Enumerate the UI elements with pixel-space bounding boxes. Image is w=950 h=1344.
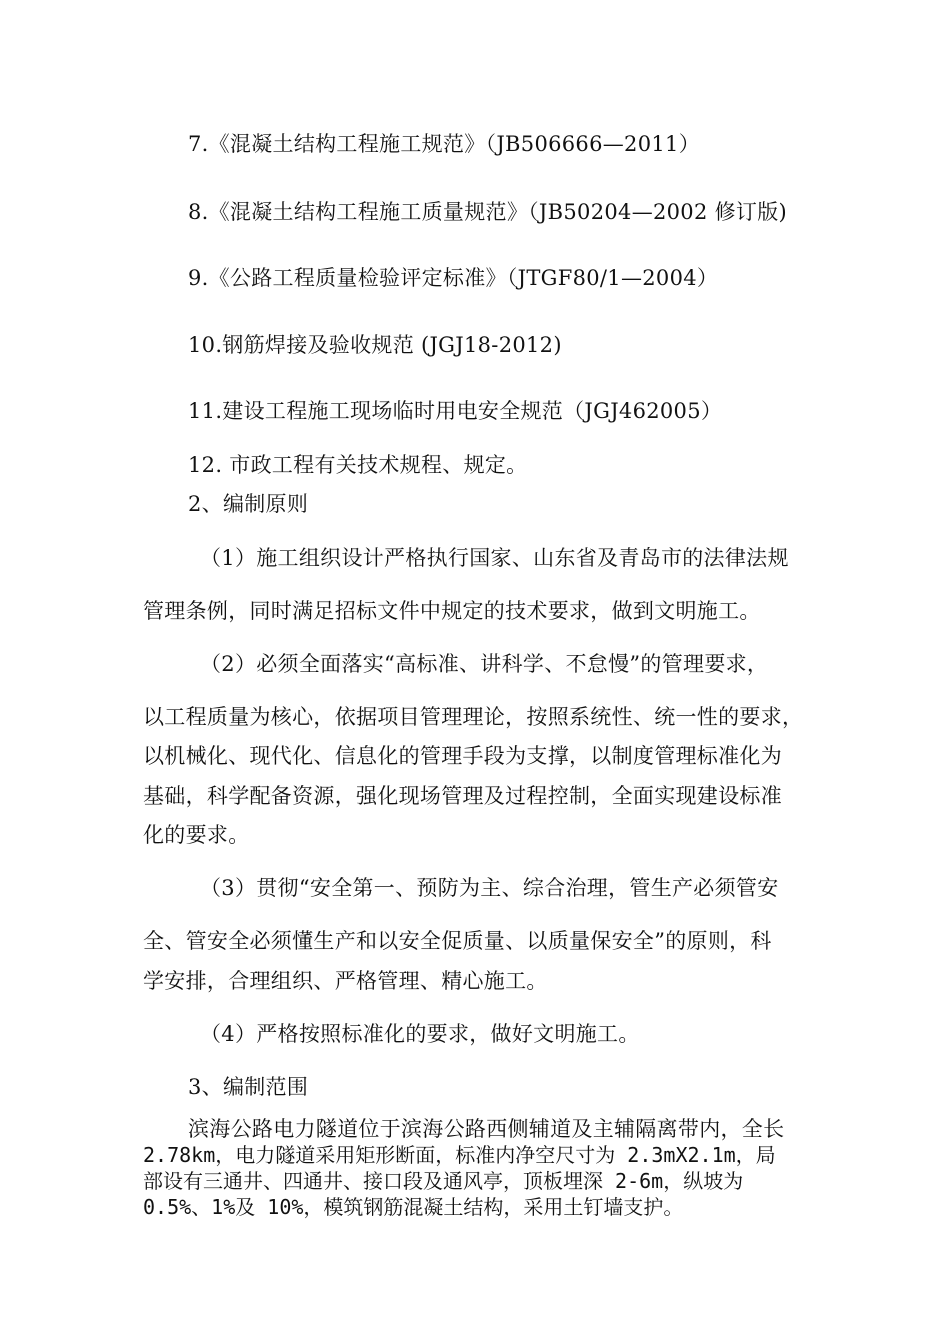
scope-line-1: 滨海公路电力隧道位于滨海公路西侧辅道及主辅隔离带内，全长 xyxy=(188,1117,785,1141)
principle-2-line-3: 以机械化、现代化、信息化的管理手段为支撑，以制度管理标准化为 xyxy=(143,744,782,768)
reference-item-12: 12. 市政工程有关技术规程、规定。 xyxy=(188,453,528,477)
principle-2-line-2: 以工程质量为核心，依据项目管理理论，按照系统性、统一性的要求， xyxy=(143,705,804,729)
principle-2-line-1: （2）必须全面落实“高标准、讲科学、不怠慢”的管理要求， xyxy=(200,652,769,676)
principle-3-line-1: （3）贯彻“安全第一、预防为主、综合治理，管生产必须管安 xyxy=(200,876,779,900)
principle-2-line-5: 化的要求。 xyxy=(143,823,250,847)
principle-1-line-1: （1）施工组织设计严格执行国家、山东省及青岛市的法律法规 xyxy=(200,546,789,570)
principle-3-line-2: 全、管安全必须懂生产和以安全促质量、以质量保安全”的原则，科 xyxy=(143,929,772,953)
reference-item-10: 10.钢筋焊接及验收规范 (JGJ18-2012) xyxy=(188,333,562,357)
section-heading-principles: 2、编制原则 xyxy=(188,492,309,516)
reference-item-8: 8.《混凝土结构工程施工质量规范》（JB50204—2002 修订版) xyxy=(188,200,788,224)
reference-item-11: 11.建设工程施工现场临时用电安全规范（JGJ462005） xyxy=(188,399,723,423)
principle-4: （4）严格按照标准化的要求，做好文明施工。 xyxy=(200,1022,640,1046)
section-heading-scope: 3、编制范围 xyxy=(188,1075,309,1099)
principle-3-line-3: 学安排，合理组织、严格管理、精心施工。 xyxy=(143,969,548,993)
reference-item-7: 7.《混凝土结构工程施工规范》（JB506666—2011） xyxy=(188,132,700,156)
reference-item-9: 9.《公路工程质量检验评定标准》（JTGF80/1—2004） xyxy=(188,266,719,290)
principle-2-line-4: 基础，科学配备资源，强化现场管理及过程控制，全面实现建设标准 xyxy=(143,784,782,808)
scope-line-2: 2.78km，电力隧道采用矩形断面，标准内净空尺寸为 2.3mX2.1m，局 xyxy=(143,1143,776,1167)
scope-line-4: 0.5%、1%及 10%，模筑钢筋混凝土结构，采用土钉墙支护。 xyxy=(143,1195,684,1219)
principle-1-line-2: 管理条例，同时满足招标文件中规定的技术要求，做到文明施工。 xyxy=(143,599,761,623)
scope-line-3: 部设有三通井、四通井、接口段及通风亭，顶板埋深 2-6m，纵坡为 xyxy=(143,1169,744,1193)
